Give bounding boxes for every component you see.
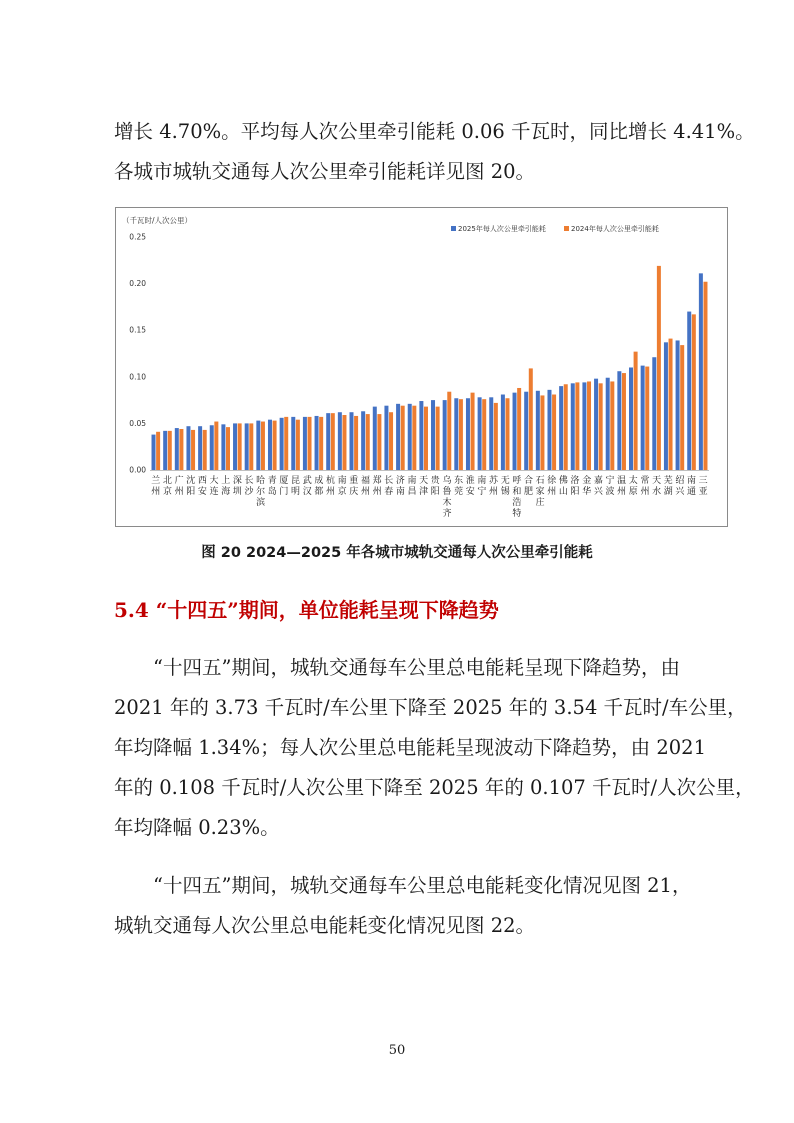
x-tick-label: 合肥: [523, 476, 533, 497]
bar-2024-37: [575, 382, 579, 470]
bar-2024-20: [377, 414, 381, 470]
bar-2024-19: [366, 414, 370, 470]
section-heading: 5.4 “十四五”期间，单位能耗呈现下降趋势: [114, 598, 499, 622]
x-tick-label: 天津: [419, 476, 429, 497]
bar-2025-4: [186, 426, 190, 470]
x-tick-label: 洛阳: [570, 476, 580, 497]
bar-2024-33: [529, 368, 533, 470]
bar-2025-42: [629, 367, 633, 470]
intro-line-2: 各城市城轨交通每人次公里牵引能耗详见图 20。: [114, 160, 536, 183]
bar-2024-3: [179, 429, 183, 470]
bar-2025-26: [443, 400, 447, 470]
bar-2024-28: [471, 393, 475, 470]
x-tick-label: 绍兴: [675, 476, 685, 497]
x-tick-label: 南京: [337, 476, 347, 497]
x-tick-label: 深圳: [232, 476, 242, 497]
bar-2025-7: [221, 424, 225, 470]
bar-2025-21: [384, 406, 388, 470]
bar-2025-45: [664, 342, 668, 470]
bar-2025-3: [175, 428, 179, 470]
legend-swatch-2025: [451, 226, 456, 231]
bar-2024-31: [506, 398, 510, 470]
bar-2025-13: [291, 417, 295, 470]
bar-2024-16: [331, 413, 335, 470]
x-tick-label: 南通: [687, 476, 697, 497]
bar-2025-1: [152, 435, 156, 470]
para2-line-1: “十四五”期间，城轨交通每车公里总电能耗变化情况见图 21，: [153, 874, 692, 897]
page-number: 50: [388, 1043, 406, 1058]
x-tick-label: 兰州: [151, 476, 161, 497]
para1-line-5: 年均降幅 0.23%。: [114, 816, 280, 839]
bar-2024-7: [226, 427, 230, 470]
bar-2024-11: [273, 421, 277, 470]
bar-2025-25: [431, 400, 435, 470]
y-tick-label: 0.20: [129, 279, 146, 289]
intro-line-1: 增长 4.70%。平均每人次公里牵引能耗 0.06 千瓦时，同比增长 4.41%。: [114, 120, 755, 143]
bar-2024-35: [552, 395, 556, 470]
bar-2024-9: [249, 423, 253, 470]
x-tick-label: 乌鲁木齐: [442, 476, 452, 519]
bar-2025-8: [233, 423, 237, 470]
x-tick-label: 北京: [162, 476, 172, 497]
bar-2024-22: [401, 406, 405, 470]
x-tick-label: 广州: [174, 476, 184, 497]
bar-2025-14: [303, 417, 307, 470]
bar-2024-5: [203, 430, 207, 470]
chart-canvas: [116, 208, 727, 526]
bar-2024-43: [645, 367, 649, 470]
bar-2024-12: [284, 417, 288, 470]
para1-line-2: 2021 年的 3.73 千瓦时/车公里下降至 2025 年的 3.54 千瓦时/车公里，: [114, 696, 747, 719]
x-tick-label: 厦门: [279, 476, 289, 497]
bar-2025-44: [652, 357, 656, 470]
bar-2024-45: [669, 339, 673, 470]
bar-2024-38: [587, 381, 591, 470]
para1-line-3: 年均降幅 1.34%；每人次公里总电能耗呈现波动下降趋势，由 2021: [114, 736, 706, 759]
bar-2024-36: [564, 384, 568, 470]
x-tick-label: 重庆: [349, 476, 359, 497]
x-tick-label: 昆明: [291, 476, 301, 497]
bar-2024-21: [389, 412, 393, 470]
bar-2025-33: [524, 392, 528, 470]
bar-2025-16: [326, 413, 330, 470]
x-tick-label: 无锡: [500, 476, 510, 497]
bar-2025-36: [559, 386, 563, 470]
bar-2024-1: [156, 432, 160, 470]
x-tick-label: 成都: [314, 476, 324, 497]
x-tick-label: 武汉: [302, 476, 312, 497]
bar-2025-9: [245, 423, 249, 470]
x-tick-label: 青岛: [267, 476, 277, 497]
bar-2024-41: [622, 373, 626, 470]
bar-2024-26: [447, 392, 451, 470]
bar-2025-31: [501, 395, 505, 470]
x-tick-label: 哈尔滨: [256, 476, 266, 508]
x-tick-label: 徐州: [547, 476, 557, 497]
x-tick-label: 常州: [640, 476, 650, 497]
legend-label-2025: 2025年每人次公里牵引能耗: [458, 225, 546, 233]
x-tick-label: 长沙: [244, 476, 254, 497]
x-tick-label: 南宁: [477, 476, 487, 497]
bar-2025-12: [280, 418, 284, 470]
y-tick-label: 0.10: [129, 372, 146, 382]
bar-2025-11: [268, 420, 272, 470]
x-tick-label: 福州: [360, 476, 370, 497]
x-tick-label: 温州: [617, 476, 627, 497]
bar-2025-18: [350, 412, 354, 470]
bar-2024-25: [436, 407, 440, 470]
x-tick-label: 济南: [395, 476, 405, 497]
bar-2024-42: [634, 352, 638, 470]
bar-2025-34: [536, 391, 540, 470]
bar-2025-32: [513, 393, 517, 470]
bar-2025-39: [594, 379, 598, 470]
bar-2024-48: [703, 282, 707, 470]
bar-2025-48: [699, 273, 703, 470]
bar-2025-40: [606, 378, 610, 470]
bar-2024-10: [261, 422, 265, 470]
bar-2025-47: [687, 312, 691, 470]
para1-line-4: 年的 0.108 千瓦时/人次公里下降至 2025 年的 0.107 千瓦时/人次公里，: [114, 776, 755, 799]
bar-2024-8: [238, 423, 242, 470]
bar-2025-6: [210, 425, 214, 470]
para-figure-refs: [114, 866, 714, 946]
y-tick-label: 0.05: [129, 418, 146, 428]
bar-2025-41: [617, 371, 621, 470]
bar-2025-35: [547, 390, 551, 470]
bar-2025-22: [396, 404, 400, 470]
x-tick-label: 苏州: [489, 476, 499, 497]
x-tick-label: 嘉兴: [593, 476, 603, 497]
bar-2024-18: [354, 416, 358, 470]
bar-2025-28: [466, 398, 470, 470]
bar-2024-4: [191, 430, 195, 470]
bar-2024-44: [657, 266, 661, 470]
x-tick-label: 天水: [652, 476, 662, 497]
x-tick-label: 西安: [197, 476, 207, 497]
intro-paragraph: [114, 112, 755, 192]
bar-2025-38: [582, 382, 586, 470]
bar-2024-32: [517, 388, 521, 470]
bar-2024-39: [599, 383, 603, 470]
x-tick-label: 大连: [209, 476, 219, 497]
x-tick-label: 东莞: [454, 476, 464, 497]
x-tick-label: 淮安: [465, 476, 475, 497]
x-tick-label: 三亚: [698, 476, 708, 497]
para1-line-1: “十四五”期间，城轨交通每车公里总电能耗呈现下降趋势，由: [153, 656, 680, 679]
x-tick-label: 石家庄: [535, 476, 545, 508]
x-tick-label: 芜湖: [663, 476, 673, 497]
x-tick-label: 佛山: [558, 476, 568, 497]
x-tick-label: 呼和浩特: [512, 476, 522, 519]
para2-line-2: 城轨交通每人次公里总电能耗变化情况见图 22。: [114, 914, 536, 937]
bar-2025-24: [419, 401, 423, 470]
x-tick-label: 太原: [628, 476, 638, 497]
bar-2024-47: [692, 314, 696, 470]
bar-2024-14: [308, 417, 312, 470]
x-tick-label: 杭州: [326, 476, 336, 497]
bar-2024-23: [412, 406, 416, 470]
figure-20-chart: [115, 207, 728, 527]
bar-2025-29: [478, 397, 482, 470]
bar-2025-27: [454, 398, 458, 470]
legend-label-2024: 2024年每人次公里牵引能耗: [571, 225, 659, 233]
x-tick-label: 郑州: [372, 476, 382, 497]
x-tick-label: 宁波: [605, 476, 615, 497]
para-energy-trend: [114, 648, 755, 848]
bar-2024-6: [214, 422, 218, 470]
bar-2025-46: [676, 340, 680, 470]
bar-2025-20: [373, 407, 377, 470]
legend-swatch-2024: [564, 226, 569, 231]
bar-2024-34: [540, 395, 544, 470]
bar-2025-15: [315, 416, 319, 470]
bar-2024-27: [459, 399, 463, 470]
bar-2025-10: [256, 421, 260, 470]
bar-2025-43: [641, 366, 645, 470]
bar-2024-24: [424, 407, 428, 470]
bar-2025-17: [338, 412, 342, 470]
bar-2025-37: [571, 383, 575, 470]
y-tick-label: 0.00: [129, 465, 146, 475]
bar-2025-2: [163, 431, 167, 470]
bar-2025-5: [198, 426, 202, 470]
x-tick-label: 长春: [384, 476, 394, 497]
x-tick-label: 上海: [221, 476, 231, 497]
x-tick-label: 贵阳: [430, 476, 440, 497]
bar-2024-40: [610, 381, 614, 470]
bar-2024-2: [168, 431, 172, 470]
x-tick-label: 金华: [582, 476, 592, 497]
bar-2024-29: [482, 399, 486, 470]
figure-caption: 图 20 2024—2025 年各城市城轨交通每人次公里牵引能耗: [201, 545, 593, 561]
y-tick-label: 0.15: [129, 325, 146, 335]
bar-2024-46: [680, 345, 684, 470]
x-tick-label: 南昌: [407, 476, 417, 497]
x-tick-label: 沈阳: [186, 476, 196, 497]
bar-2025-19: [361, 411, 365, 470]
bar-2024-17: [342, 415, 346, 470]
y-tick-label: 0.25: [129, 232, 146, 242]
y-unit-label: （千瓦时/人次公里）: [122, 216, 193, 225]
bar-2025-30: [489, 397, 493, 470]
bar-2025-23: [408, 404, 412, 470]
bar-2024-13: [296, 420, 300, 470]
bar-2024-30: [494, 403, 498, 470]
bar-2024-15: [319, 417, 323, 470]
